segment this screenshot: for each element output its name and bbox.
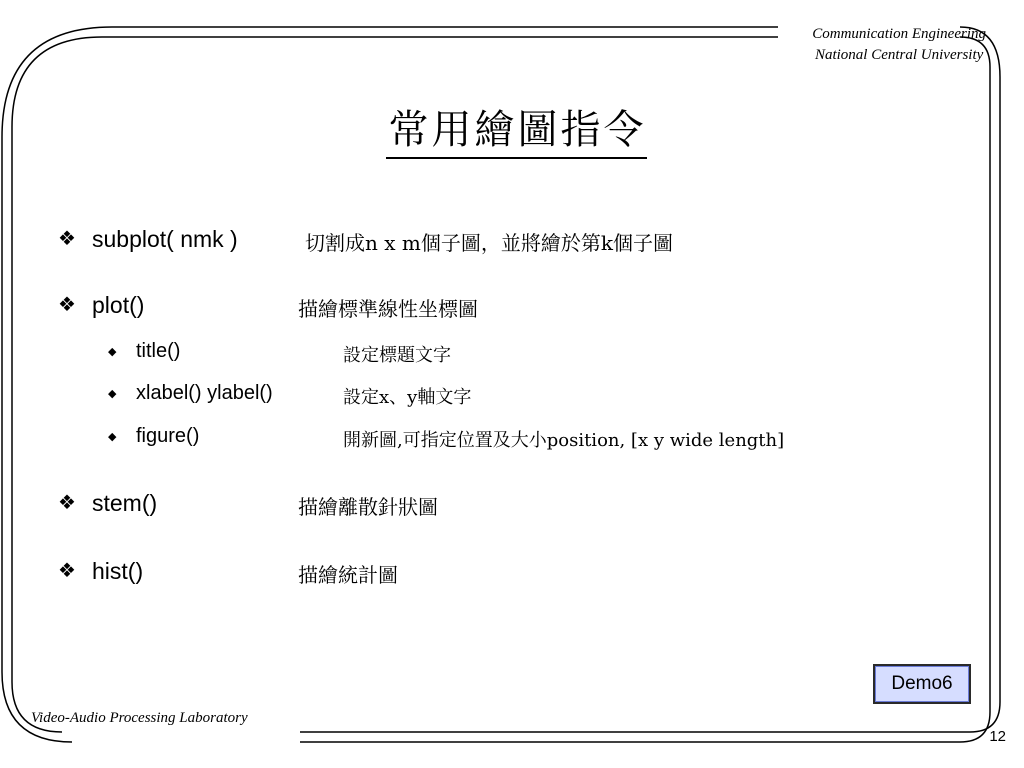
- slide-title-wrap: [0, 98, 1024, 159]
- diamond-bullet-icon: ◆: [108, 345, 117, 358]
- demo6-button[interactable]: [873, 664, 971, 704]
- demo6-button-label[interactable]: Demo6: [875, 666, 969, 702]
- description-subplot: 切割成n x m個子圖，並將繪於第k個子圖: [305, 231, 673, 255]
- command-hist: hist(): [92, 558, 144, 584]
- description-title: 設定標題文字: [343, 345, 451, 366]
- description-xlabel-ylabel: 設定x、y軸文字: [343, 387, 472, 408]
- slide-title: 常用繪圖指令: [386, 98, 647, 159]
- description-hist: 描繪統計圖: [298, 563, 398, 587]
- list-subitem-label: [0, 382, 1024, 408]
- institution-label: [812, 24, 986, 66]
- description-plot: 描繪標準線性坐標圖: [298, 297, 478, 321]
- command-plot: plot(): [92, 292, 145, 318]
- command-subplot: subplot( nmk ): [92, 226, 238, 252]
- diamond-bullet-icon: ◆: [108, 387, 117, 400]
- institution-line-1: Communication Engineering: [812, 26, 986, 42]
- bullet-icon: ❖: [58, 226, 76, 250]
- list-subitem-figure: [0, 425, 1024, 451]
- command-stem: stem(): [92, 490, 158, 516]
- list-item-hist: [0, 558, 1024, 588]
- list-item-stem: [0, 490, 1024, 520]
- bullet-icon: ❖: [58, 292, 76, 316]
- description-figure: 開新圖,可指定位置及大小position, [x y wide length]: [343, 430, 785, 451]
- diamond-bullet-icon: ◆: [108, 430, 117, 443]
- command-title: title(): [136, 340, 181, 362]
- list-item-plot: [0, 292, 1024, 322]
- list-item-subplot: [0, 226, 1024, 256]
- description-stem: 描繪離散針狀圖: [298, 495, 438, 519]
- bullet-icon: ❖: [58, 558, 76, 582]
- bullet-icon: ❖: [58, 490, 76, 514]
- page-number: 12: [989, 728, 1006, 745]
- lab-name: Video-Audio Processing Laboratory: [31, 710, 248, 726]
- institution-line-2: National Central University: [814, 47, 984, 63]
- list-subitem-title: [0, 340, 1024, 366]
- command-xlabel-ylabel: xlabel() ylabel(): [136, 382, 273, 404]
- command-figure: figure(): [136, 425, 200, 447]
